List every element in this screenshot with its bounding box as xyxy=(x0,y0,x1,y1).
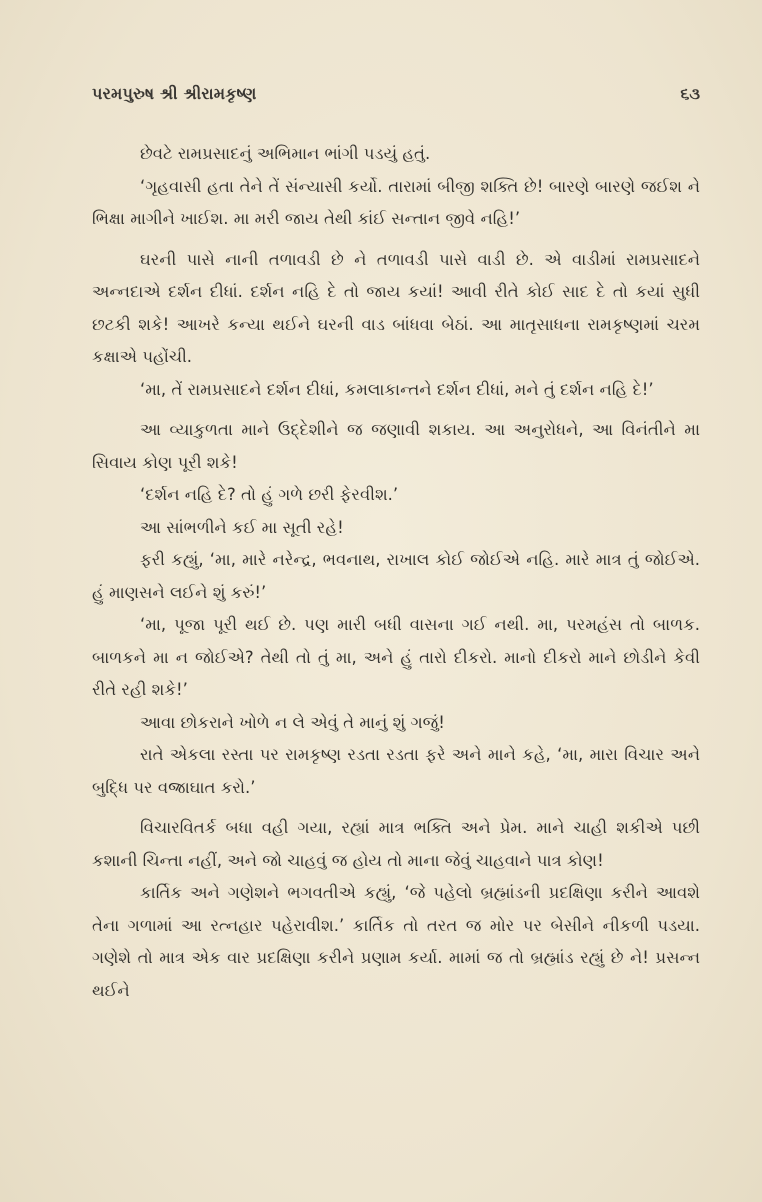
running-header xyxy=(92,84,700,114)
paragraph: રાતે એકલા રસ્તા પર રામકૃષ્ણ રડતા રડતા ફરે અને માને કહે, ‘મા, મારા વિચાર અને બુદ્ધિ પર વજ્રાઘાત કરો.’ xyxy=(92,745,700,797)
running-title: પરમપુરુષ શ્રી શ્રીરામકૃષ્ણ xyxy=(92,84,257,103)
paragraph: કાર્તિક અને ગણેશને ભગવતીએ કહ્યું, ‘જે પહેલો બ્રહ્માંડની પ્રદક્ષિણા કરીને આવશે તેના ગળામાં આ રત્નહાર પહેરાવીશ.’ કાર્તિક તો તરત જ મોર પર બેસીને નીકળી પડયા. ગણેશે તો માત્ર એક વાર પ્રદક્ષિણા કરીને પ્રણામ કર્યા. મામાં જ તો બ્રહ્માંડ રહ્યું છે ને! પ્રસન્ન થઈને xyxy=(92,883,700,1000)
paragraph: ફરી કહ્યું, ‘મા, મારે નરેન્દ્ર, ભવનાથ, રાખાલ કોઈ જોઈએ નહિ. મારે માત્ર તું જોઈએ. હું માણસને લઈને શું કરું!’ xyxy=(92,550,700,602)
paragraph: ઘરની પાસે નાની તળાવડી છે ને તળાવડી પાસે વાડી છે. એ વાડીમાં રામપ્રસાદને અન્નદાએ દર્શન દીધાં. દર્શન નહિ દે તો જાય કયાં! આવી રીતે કોઈ સાદ દે તો કયાં સુધી છટકી શકે! આખરે કન્યા થઈને ઘરની વાડ બાંધવા બેઠાં. આ માતૃસાધના રામકૃષ્ણમાં ચરમ કક્ષાએ પહોંચી. xyxy=(92,249,700,366)
paragraph: છેવટે રામપ્રસાદનું અભિમાન ભાંગી પડયું હતું. xyxy=(140,144,431,163)
page-number: ૬૩ xyxy=(680,84,700,103)
paragraph: વિચારવિતર્ક બધા વહી ગયા, રહ્યાં માત્ર ભક્તિ અને પ્રેમ. માને ચાહી શકીએ પછી કશાની ચિન્તા નહીં, અને જો ચાહવું જ હોય તો માના જેવું ચાહવાને પાત્ર કોણ! xyxy=(92,818,700,870)
paragraph: ‘ગૃહવાસી હતા તેને તેં સંન્યાસી કર્યો. તારામાં બીજી શક્તિ છે! બારણે બારણે જઈશ ને ભિક્ષા માગીને ખાઈશ. મા મરી જાય તેથી કાંઈ સન્તાન જીવે નહિ!’ xyxy=(92,176,700,228)
body-text xyxy=(92,138,700,1007)
paragraph: ‘મા, તેં રામપ્રસાદને દર્શન દીધાં, કમલાકાન્તને દર્શન દીધાં, મને તું દર્શન નહિ દે!’ xyxy=(140,379,654,399)
paragraph: આ સાંભળીને કઈ મા સૂતી રહે! xyxy=(140,517,344,537)
paragraph: આ વ્યાકુળતા માને ઉદ્દેશીને જ જણાવી શકાય. આ અનુરોધને, આ વિનંતીને મા સિવાય કોણ પૂરી શકે! xyxy=(92,420,700,472)
paragraph: ‘મા, પૂજા પૂરી થઈ છે. પણ મારી બધી વાસના ગઈ નથી. મા, પરમહંસ તો બાળક. બાળકને મા ન જોઈએ? તેથી તો તું મા, અને હું તારો દીકરો. માનો દીકરો માને છોડીને કેવી રીતે રહી શકે!’ xyxy=(92,615,700,699)
paragraph: ‘દર્શન નહિ દે? તો હું ગળે છરી ફેરવીશ.’ xyxy=(140,485,399,504)
paragraph: આવા છોકરાને ખોળે ન લે એવું તે માનું શું ગજું! xyxy=(140,712,445,732)
